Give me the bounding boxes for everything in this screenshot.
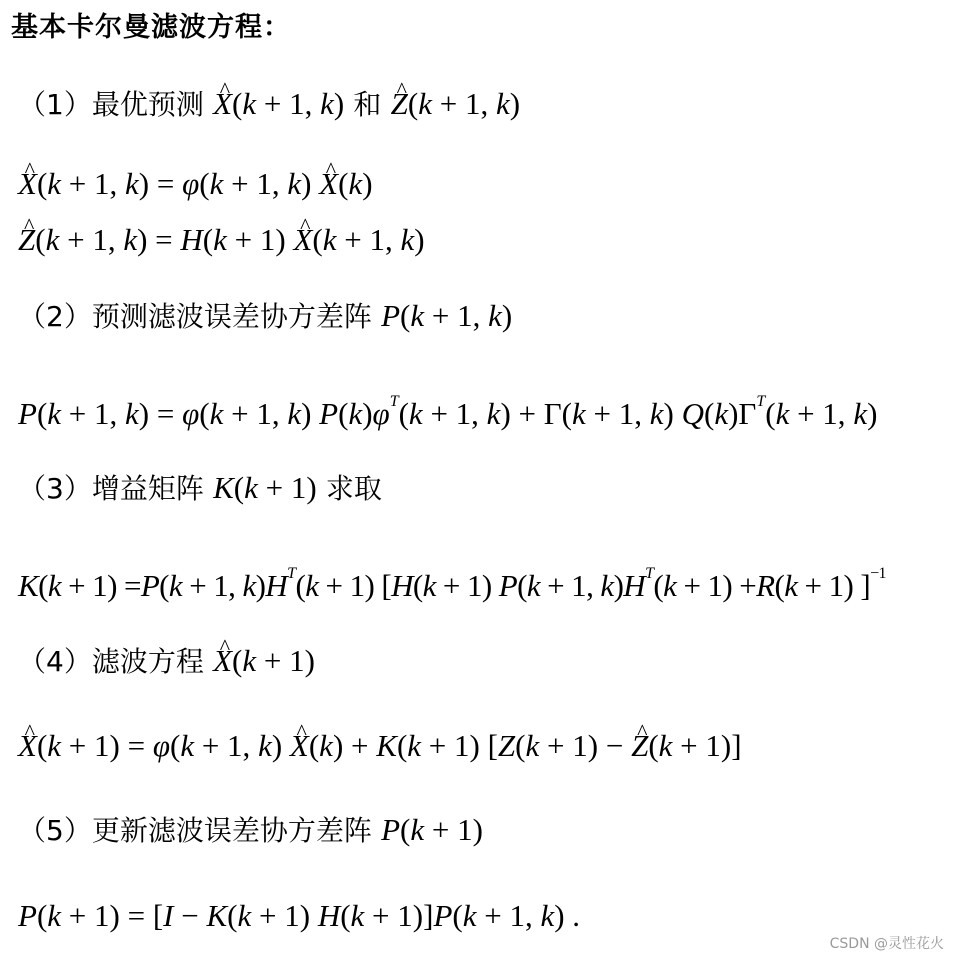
equation-covariance-update: P(k + 1) = [I − K(k + 1) H(k + 1)]P(k + 1, k) . bbox=[18, 898, 581, 933]
section-3-label: 增益矩阵 bbox=[91, 472, 204, 505]
equation-prediction-covariance: P(k + 1, k) = φ(k + 1, k) $P(k)\varphi^T(k + 1$, k) + Γ(k + 1, k) $Q(k)\Gamma^T(k + 1$, k) bbox=[18, 393, 878, 431]
section-5-label: 更新滤波误差协方差阵 bbox=[91, 814, 372, 847]
section-1-conjunction: 和 bbox=[353, 88, 382, 121]
equation-state-prediction: ^ X(k + 1, k) = φ(k + 1, k) ^ X(k) bbox=[18, 164, 373, 204]
section-2-heading: （2）预测滤波误差协方差阵 P(k + 1, k) bbox=[18, 298, 513, 333]
section-3-suffix: 求取 bbox=[325, 472, 382, 505]
section-5-number: （5） bbox=[18, 814, 92, 847]
section-4-heading: （4）滤波方程 ^ X(k + 1) bbox=[18, 641, 315, 682]
section-4-number: （4） bbox=[18, 645, 92, 678]
equation-measurement-prediction: ^ Z(k + 1, k) = H(k + 1) ^ X(k + 1, k) bbox=[18, 220, 425, 260]
section-3-number: （3） bbox=[18, 472, 92, 505]
watermark: CSDN @灵性花火 bbox=[829, 936, 944, 952]
section-4-label: 滤波方程 bbox=[91, 645, 204, 678]
section-2-number: （2） bbox=[18, 300, 92, 333]
section-1-number: （1） bbox=[18, 88, 92, 121]
document-title: 基本卡尔曼滤波方程： bbox=[11, 12, 291, 43]
section-2-label: 预测滤波误差协方差阵 bbox=[91, 300, 372, 333]
section-1-label: 最优预测 bbox=[91, 88, 204, 121]
section-3-heading: （3）增益矩阵 K(k + 1) 求取 bbox=[18, 470, 382, 505]
section-5-heading: （5）更新滤波误差协方差阵 P(k + 1) bbox=[18, 812, 483, 847]
equation-gain: K(k + 1) =P(k + 1, $k)H^T(k + 1)$ [H(k + 1) P(k + 1, $k)H^T(k + 1) +R(k + 1)$ ]$^{-1}$ bbox=[18, 565, 886, 603]
equation-filter: ^ X(k + 1) = φ(k + 1, k) ^ X(k) + K(k + 1) [Z(k + 1) − ^ Z(k + 1)] bbox=[18, 726, 742, 766]
section-1-heading: （1）最优预测 ^ X(k + 1, k) 和 ^ Z(k + 1, k) bbox=[18, 84, 520, 125]
